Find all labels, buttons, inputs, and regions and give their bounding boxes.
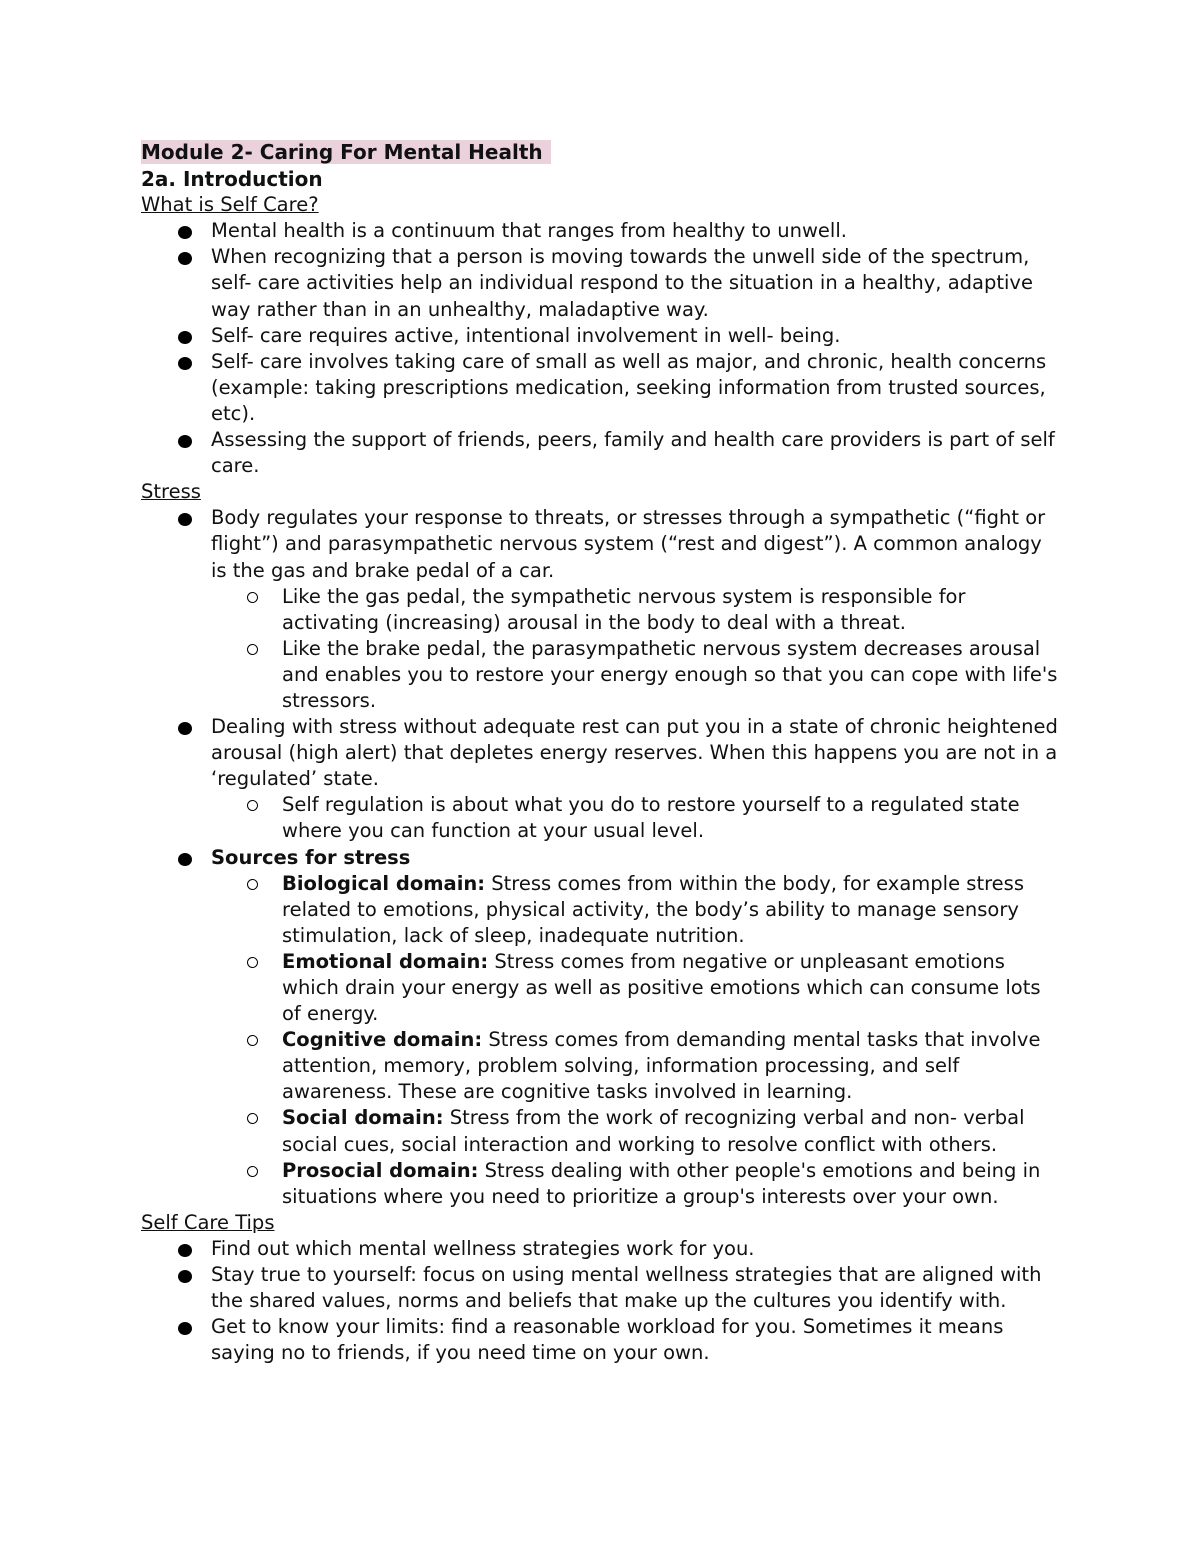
bullet-icon xyxy=(178,1322,192,1335)
bullet-icon xyxy=(178,357,192,370)
list-item: Stay true to yourself: focus on using mental wellness strategies that are aligned with the shared values, norms and beliefs that make up the cultures you identify with. xyxy=(141,1262,1061,1314)
circle-bullet-icon xyxy=(247,1113,258,1124)
circle-bullet-icon xyxy=(247,592,258,603)
list-item: Dealing with stress without adequate rest can put you in a state of chronic heightened arousal (high alert) that depletes energy reserves. When this happens you are not in a ‘regulated’ state. Self regulation is about what you do to restore yourself to a regulated state where you can function at your usual level. xyxy=(141,714,1061,844)
circle-bullet-icon xyxy=(247,644,258,655)
circle-bullet-icon xyxy=(247,1166,258,1177)
heading-what-is-self-care: What is Self Care? xyxy=(141,193,319,217)
tips-list xyxy=(141,1236,1061,1366)
circle-bullet-icon xyxy=(247,957,258,968)
list-item: Mental health is a continuum that ranges from healthy to unwell. xyxy=(141,218,1061,244)
sources-for-stress-label: Sources for stress xyxy=(211,845,411,869)
bullet-icon xyxy=(178,853,192,866)
list-item: Get to know your limits: find a reasonable workload for you. Sometimes it means saying no to friends, if you need time on your own. xyxy=(141,1314,1061,1366)
sublist-item: Like the brake pedal, the parasympathetic nervous system decreases arousal and enables you to restore your energy enough so that you can cope with life's stressors. xyxy=(211,636,1061,714)
circle-bullet-icon xyxy=(247,879,258,890)
list-item: When recognizing that a person is moving towards the unwell side of the spectrum, self- care activities help an individual respond to the situation in a healthy, adaptive way rather than in an unhealthy, maladaptive way. xyxy=(141,244,1061,322)
stress-list xyxy=(141,505,1061,1210)
sublist xyxy=(211,792,1061,844)
circle-bullet-icon xyxy=(247,1035,258,1046)
heading-self-care-tips: Self Care Tips xyxy=(141,1210,275,1234)
domain-item: Cognitive domain: Stress comes from demanding mental tasks that involve attention, memory, problem solving, information processing, and self awareness. These are cognitive tasks involved in learning. xyxy=(211,1027,1061,1105)
list-item: Self- care involves taking care of small as well as major, and chronic, health concerns (example: taking prescriptions medication, seeking information from trusted sources, etc). xyxy=(141,349,1061,427)
sublist xyxy=(211,584,1061,714)
bullet-icon xyxy=(178,435,192,448)
list-item: Body regulates your response to threats, or stresses through a sympathetic (“fight or flight”) and parasympathetic nervous system (“rest and digest”). A common analogy is the gas and brake pedal of a car. Like the gas pedal, the sympathetic nervous system is responsible for activating (increasing) arousal in the body to deal with a threat. Like the brake pedal, the parasympathetic nervous system decreases arousal and enables you to restore your energy enough so that you can cope with life's stressors. xyxy=(141,505,1061,714)
section-subtitle: 2a. Introduction xyxy=(141,167,323,192)
bullet-icon xyxy=(178,1270,192,1283)
list-item xyxy=(141,845,1061,1210)
self-care-list xyxy=(141,218,1061,479)
bullet-icon xyxy=(178,1244,192,1257)
list-item: Assessing the support of friends, peers, family and health care providers is part of self care. xyxy=(141,427,1061,479)
bullet-icon xyxy=(178,722,192,735)
heading-stress: Stress xyxy=(141,480,201,504)
bullet-icon xyxy=(178,252,192,265)
document-body xyxy=(141,139,1061,1366)
domain-item: Social domain: Stress from the work of recognizing verbal and non- verbal social cues, social interaction and working to resolve conflict with others. xyxy=(211,1105,1061,1157)
domain-item: Biological domain: Stress comes from within the body, for example stress related to emotions, physical activity, the body’s ability to manage sensory stimulation, lack of sleep, inadequate nutrition. xyxy=(211,871,1061,949)
domain-item: Emotional domain: Stress comes from negative or unpleasant emotions which drain your energy as well as positive emotions which can consume lots of energy. xyxy=(211,949,1061,1027)
list-item: Self- care requires active, intentional involvement in well- being. xyxy=(141,323,1061,349)
sublist-item: Self regulation is about what you do to restore yourself to a regulated state where you can function at your usual level. xyxy=(211,792,1061,844)
bullet-icon xyxy=(178,513,192,526)
domain-sublist xyxy=(211,871,1061,1210)
list-item: Find out which mental wellness strategies work for you. xyxy=(141,1236,1061,1262)
domain-item: Prosocial domain: Stress dealing with other people's emotions and being in situations where you need to prioritize a group's interests over your own. xyxy=(211,1158,1061,1210)
sublist-item: Like the gas pedal, the sympathetic nervous system is responsible for activating (increasing) arousal in the body to deal with a threat. xyxy=(211,584,1061,636)
page-title: Module 2- Caring For Mental Health xyxy=(141,140,551,164)
circle-bullet-icon xyxy=(247,800,258,811)
bullet-icon xyxy=(178,331,192,344)
bullet-icon xyxy=(178,226,192,239)
